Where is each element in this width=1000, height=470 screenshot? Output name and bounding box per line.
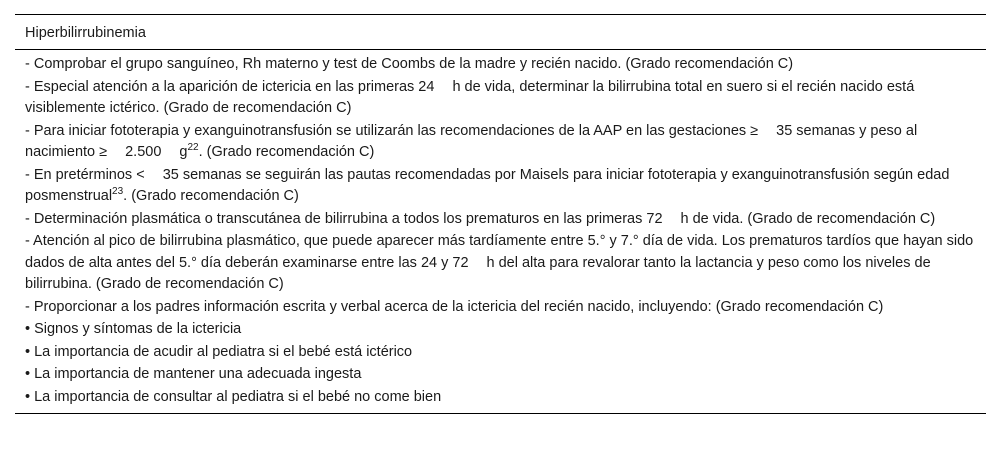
recommendation-phototherapy-unit: g [179, 144, 188, 160]
bullet-not-eating-well: • La importancia de consultar al pediatra si el bebé no come bien [25, 388, 442, 405]
recommendation-early-jaundice-part1: - Especial atención a la aparición de ictericia en las primeras 24 [25, 78, 435, 95]
recommendation-preterm-maisels [25, 165, 976, 208]
recommendations-table [15, 14, 986, 414]
recommendation-bilirubin-part1: - Determinación plasmática o transcutánea de bilirrubina a todos los prematuros en las primeras 72 [25, 210, 663, 227]
reference-23[interactable]: 23 [112, 186, 124, 198]
table-bottom-rule [15, 413, 986, 414]
bullet-visit-pediatrician: • La importancia de acudir al pediatra si el bebé está ictérico [25, 343, 413, 360]
table-body-cell [15, 50, 986, 413]
recommendation-phototherapy-weight: 2.500 [125, 144, 162, 160]
recommendation-phototherapy-grade: . (Grado recomendación C) [198, 144, 375, 160]
recommendation-preterm-part2: 35 semanas se seguirán las pautas recomendadas por Maisels para iniciar fototerapia y exanguinotransfusión según edad posmenstrual [25, 166, 950, 204]
table-header: Hiperbilirrubinemia [25, 25, 146, 41]
recommendation-bilirubin-measurement [25, 209, 976, 231]
reference-22[interactable]: 22 [187, 142, 199, 154]
recommendation-phototherapy-aap [25, 121, 976, 164]
bullet-signs-symptoms: • Signos y síntomas de la ictericia [25, 321, 242, 337]
recommendation-blood-group: - Comprobar el grupo sanguíneo, Rh materno y test de Coombs de la madre y recién nacido. (Grado recomendación C) [25, 56, 794, 72]
recommendation-parent-information: - Proporcionar a los padres información escrita y verbal acerca de la ictericia del recién nacido, incluyendo: (Grado recomendación C) [25, 298, 884, 315]
recommendation-preterm-part1: - En pretérminos < [25, 166, 145, 183]
recommendation-bilirubin-part2: h de vida. (Grado de recomendación C) [680, 210, 936, 227]
recommendation-bilirubin-peak [25, 231, 976, 296]
recommendation-early-jaundice [25, 77, 976, 120]
recommendation-peak-part2: h del alta para revalorar tanto la lactancia y peso como los niveles de bilirrubina. (Grado de recomendación C) [25, 254, 931, 292]
bullet-adequate-intake: • La importancia de mantener una adecuada ingesta [25, 366, 362, 382]
recommendation-peak-part1: - Atención al pico de bilirrubina plasmático, que puede aparecer más tardíamente entre 5.° y 7.° día de vida. Los prematuros tardíos que hayan sido dados de alta antes del 5.° día deberán examinarse entre las 24 y 72 [25, 233, 974, 271]
recommendation-early-jaundice-part2: h de vida, determinar la bilirrubina total en suero si el recién nacido está visiblemente ictérico. (Grado de recomendación C) [25, 78, 915, 116]
recommendation-phototherapy-part1: - Para iniciar fototerapia y exanguinotransfusión se utilizarán las recomendaciones de la AAP en las gestaciones ≥ [25, 122, 759, 139]
recommendation-preterm-grade: . (Grado recomendación C) [123, 188, 299, 204]
recommendation-phototherapy-part2: 35 semanas y peso al nacimiento ≥ [25, 122, 918, 160]
